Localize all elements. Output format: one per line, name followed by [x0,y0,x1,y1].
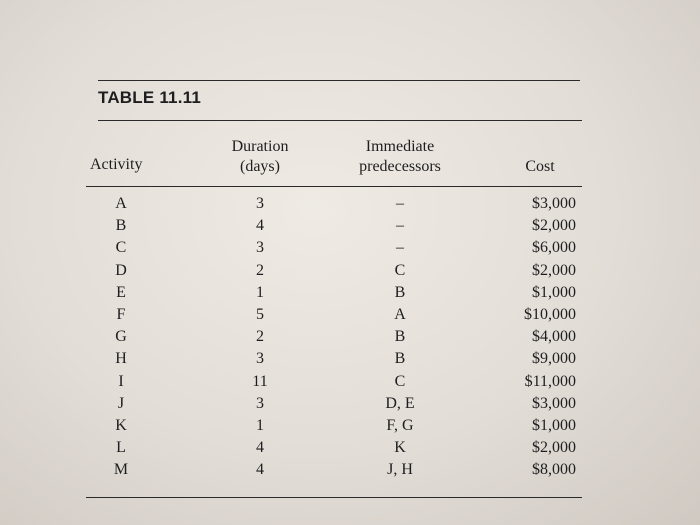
duration-cell: 4 [256,439,264,457]
duration-cell: 1 [256,283,264,301]
cost-cell: $1,000 [532,416,576,434]
activity-cell: H [115,350,127,368]
predecessors-cell: – [396,239,404,257]
predecessors-cell: – [396,195,404,212]
title-rule [98,120,582,121]
cost-cell: $2,000 [532,217,576,235]
cost-cell: $4,000 [532,328,576,346]
predecessors-cell: – [396,217,404,235]
duration-cell: 4 [256,461,264,479]
header-activity: Activity [90,156,143,173]
duration-cell: 1 [256,416,264,434]
header-duration-line1: Duration [231,138,289,155]
duration-cell: 2 [256,328,264,346]
activity-cell: M [113,461,129,479]
duration-cell: 2 [256,261,264,279]
duration-cell: 11 [252,372,268,390]
duration-cell: 5 [256,305,264,323]
activity-cell: C [115,239,127,257]
cost-cell: $10,000 [524,305,576,323]
activity-cell: G [115,328,127,346]
header-rule [86,186,582,187]
predecessors-cell: B [394,350,406,368]
duration-cell: 3 [256,195,264,212]
header-predecessors-line2: predecessors [359,158,441,175]
table-row [0,193,700,215]
table-row [0,260,700,282]
table-row [0,415,700,437]
activity-cell: I [118,372,124,390]
predecessors-cell: B [394,328,406,346]
duration-cell: 3 [256,350,264,368]
activity-cell: J [117,394,125,412]
activity-cell: F [116,305,126,323]
table-row [0,326,700,348]
table-row [0,459,700,481]
header-predecessors [340,137,460,177]
activity-cell: L [116,439,126,457]
table-row [0,237,700,259]
activity-cell: B [115,217,127,235]
predecessors-cell: K [394,439,406,457]
activity-cell: D [115,261,127,279]
cost-cell: $3,000 [532,195,576,212]
activity-cell: E [116,283,126,301]
duration-cell: 4 [256,217,264,235]
predecessors-cell: F, G [386,416,414,434]
table-title: TABLE 11.11 [98,88,201,107]
cost-cell: $9,000 [532,350,576,368]
predecessors-cell: A [394,305,406,323]
cost-cell: $2,000 [532,439,576,457]
predecessors-cell: B [394,283,406,301]
table-row [0,371,700,393]
bottom-rule [86,497,582,498]
predecessors-cell: C [394,372,406,390]
header-duration [215,137,305,177]
table-row [0,348,700,370]
activity-cell: K [115,416,127,434]
table-row [0,304,700,326]
cost-cell: $8,000 [532,461,576,479]
predecessors-cell: C [394,261,406,279]
table-body [0,193,700,481]
top-rule [98,80,580,81]
duration-cell: 3 [256,394,264,412]
predecessors-cell: J, H [387,461,413,479]
header-cost: Cost [525,158,555,175]
cost-cell: $11,000 [524,372,576,390]
cost-cell: $1,000 [532,283,576,301]
table-row [0,437,700,459]
header-duration-line2: (days) [240,158,280,175]
cost-cell: $3,000 [532,394,576,412]
duration-cell: 3 [256,239,264,257]
header-predecessors-line1: Immediate [365,138,435,155]
predecessors-cell: D, E [385,394,415,412]
activity-cell: A [115,195,127,212]
table-row [0,282,700,304]
cost-cell: $6,000 [532,239,576,257]
table-row [0,215,700,237]
cost-cell: $2,000 [532,261,576,279]
table-row [0,393,700,415]
